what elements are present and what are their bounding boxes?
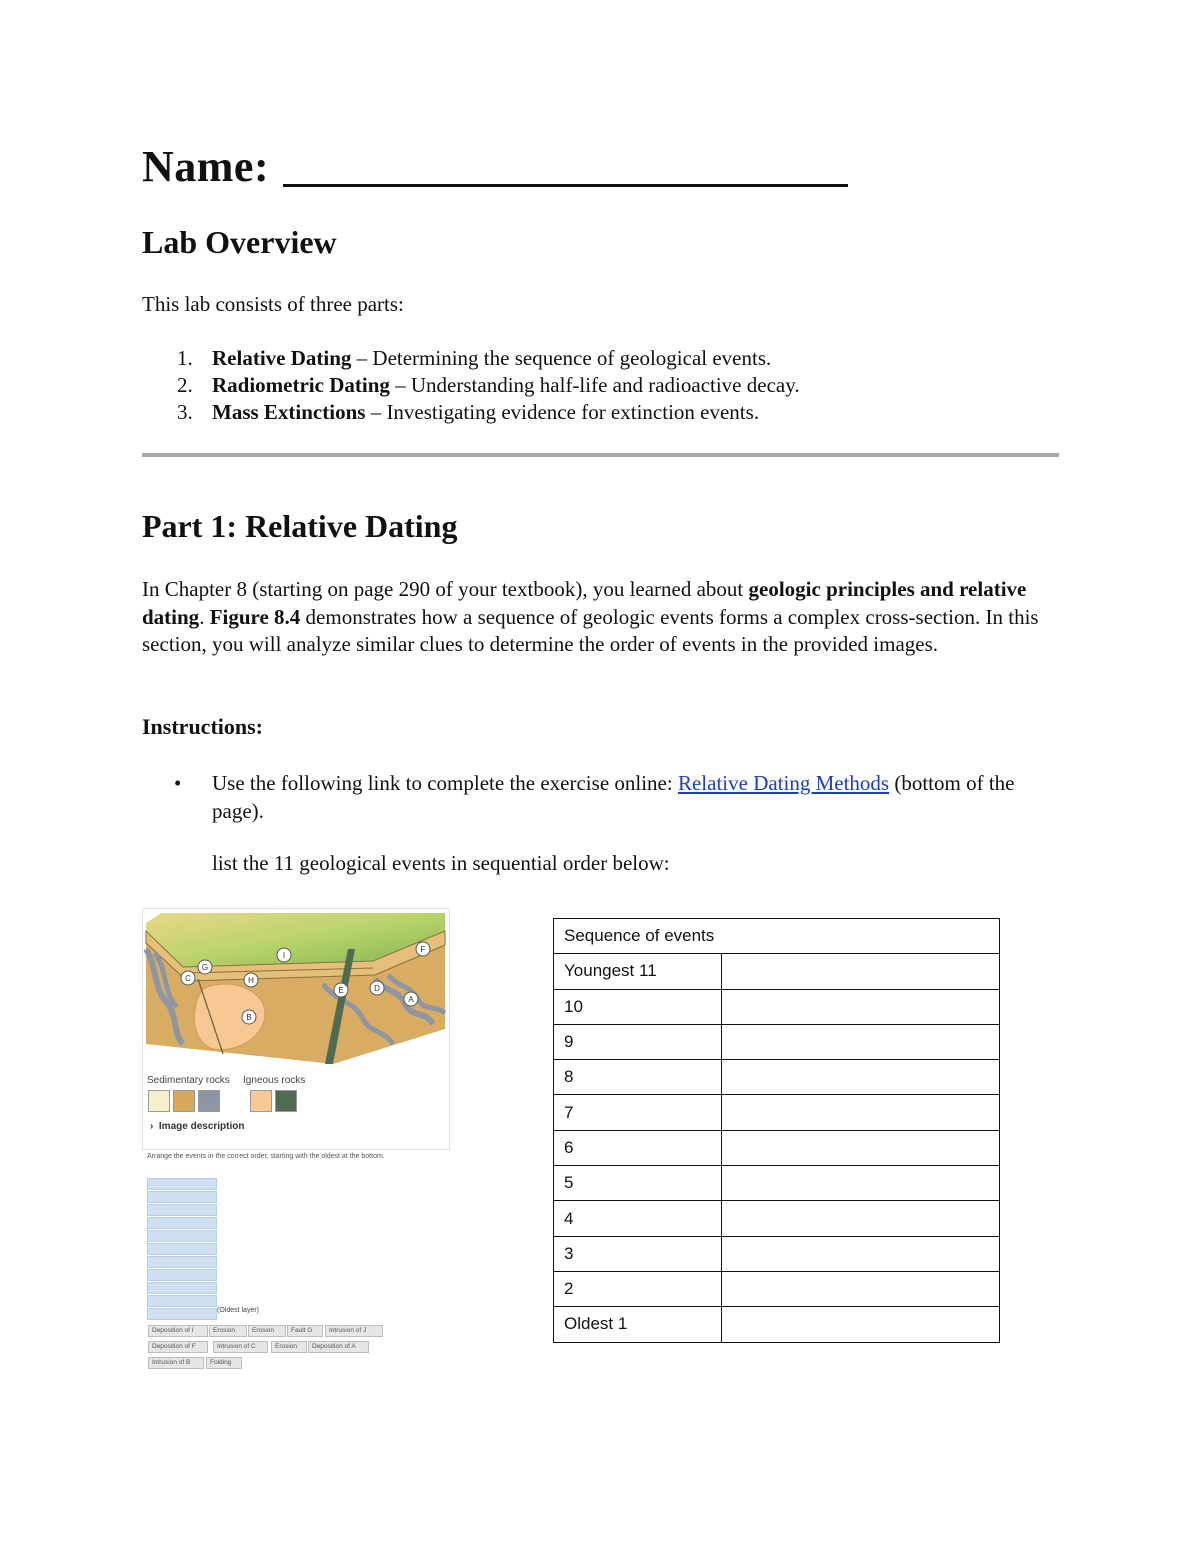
drop-slot[interactable] — [147, 1217, 217, 1229]
table-row — [554, 1060, 1000, 1095]
drop-slot[interactable] — [147, 1204, 217, 1216]
drop-slot[interactable] — [147, 1282, 217, 1294]
row-label: 9 — [554, 1024, 722, 1059]
table-row — [554, 1271, 1000, 1306]
chevron-right-icon: › — [150, 1121, 154, 1132]
oldest-layer-label: (Oldest layer) — [217, 1307, 260, 1314]
drop-slot[interactable] — [147, 1230, 217, 1242]
igneous-legend-title: Igneous rocks — [243, 1075, 306, 1086]
row-label: 3 — [554, 1236, 722, 1271]
drop-slot[interactable] — [147, 1269, 217, 1281]
list-item: 1. Relative Dating – Determining the sequence of geological events. — [177, 346, 772, 370]
event-chip[interactable]: Fault G — [287, 1325, 323, 1337]
image-description-toggle[interactable]: › Image description — [150, 1121, 245, 1132]
answer-cell[interactable] — [722, 1060, 1000, 1095]
overview-intro: This lab consists of three parts: — [142, 292, 404, 316]
name-label: Name: — [142, 142, 270, 191]
event-chip[interactable]: Erosion — [271, 1341, 307, 1353]
list-item: 3. Mass Extinctions – Investigating evidence for extinction events. — [177, 400, 760, 424]
list-prompt: list the 11 geological events in sequential order below: — [212, 851, 670, 875]
row-label: 10 — [554, 989, 722, 1024]
table-row — [554, 1166, 1000, 1201]
label-h: H — [248, 976, 254, 985]
label-b: B — [246, 1013, 252, 1022]
answer-cell[interactable] — [722, 1166, 1000, 1201]
row-label: 5 — [554, 1166, 722, 1201]
answer-cell[interactable] — [722, 1236, 1000, 1271]
event-chip[interactable]: Intrusion of J — [325, 1325, 383, 1337]
row-label: Oldest 1 — [554, 1307, 722, 1342]
answer-cell[interactable] — [722, 1024, 1000, 1059]
legend-swatch-igneous-light — [250, 1090, 272, 1112]
cross-section-diagram — [143, 909, 449, 1079]
table-row — [554, 989, 1000, 1024]
relative-dating-methods-link[interactable]: Relative Dating Methods — [677, 771, 890, 795]
table-row — [554, 1130, 1000, 1165]
exercise-instruction: Arrange the events in the correct order, starting with the oldest at the bottom. — [147, 1153, 385, 1160]
label-f: F — [420, 945, 426, 954]
row-label: Youngest 11 — [554, 954, 722, 989]
answer-cell[interactable] — [722, 1201, 1000, 1236]
event-chip[interactable]: Deposition of A — [308, 1341, 369, 1353]
table-row — [554, 1024, 1000, 1059]
event-chip[interactable]: Deposition of F — [148, 1341, 208, 1353]
label-c: C — [185, 974, 191, 983]
instructions-heading: Instructions: — [142, 714, 264, 739]
instruction-bullet: • Use the following link to complete the exercise online: Relative Dating Methods (bottom of the page). — [174, 771, 1015, 823]
legend-swatch-light — [148, 1090, 170, 1112]
row-label: 4 — [554, 1201, 722, 1236]
event-chip[interactable]: Erosion — [209, 1325, 247, 1337]
label-a: A — [408, 995, 414, 1004]
event-chip[interactable]: Erosion — [248, 1325, 286, 1337]
answer-cell[interactable] — [722, 1307, 1000, 1342]
table-row — [554, 1201, 1000, 1236]
section-divider — [142, 453, 1059, 457]
table-row — [554, 954, 1000, 989]
lab-overview-heading: Lab Overview — [142, 224, 337, 260]
answer-cell[interactable] — [722, 1271, 1000, 1306]
table-row — [554, 1095, 1000, 1130]
ordering-exercise — [142, 1150, 448, 1375]
cross-section-figure — [142, 908, 450, 1150]
answer-cell[interactable] — [722, 1095, 1000, 1130]
table-header-row — [554, 919, 1000, 954]
parts-list — [142, 345, 800, 426]
legend-swatch-tan — [173, 1090, 195, 1112]
sedimentary-legend-title: Sedimentary rocks — [147, 1075, 230, 1086]
label-e: E — [338, 986, 344, 995]
table-header: Sequence of events — [554, 919, 1000, 954]
part1-paragraph: In Chapter 8 (starting on page 290 of your textbook), you learned about geologic principles and relative dating. Figure 8.4 demonstrates how a sequence of geologic events forms a complex cross-section. In this section, you will analyze similar clues to determine the order of events in the provided images. — [142, 577, 1039, 656]
drop-slot[interactable] — [147, 1295, 217, 1307]
drop-slot[interactable] — [147, 1191, 217, 1203]
drop-slot[interactable] — [147, 1308, 217, 1320]
event-chip[interactable]: Intrusion of C — [213, 1341, 268, 1353]
legend-swatch-gray — [198, 1090, 220, 1112]
event-chip[interactable]: Deposition of I — [148, 1325, 208, 1337]
sequence-table — [553, 918, 1000, 1343]
answer-cell[interactable] — [722, 989, 1000, 1024]
label-i: I — [282, 951, 286, 960]
drop-slot[interactable] — [147, 1243, 217, 1255]
drop-slot[interactable] — [147, 1256, 217, 1268]
row-label: 2 — [554, 1271, 722, 1306]
table-row — [554, 1236, 1000, 1271]
part1-heading: Part 1: Relative Dating — [142, 508, 458, 544]
answer-cell[interactable] — [722, 1130, 1000, 1165]
answer-cell[interactable] — [722, 954, 1000, 989]
bullet-icon: • — [174, 771, 182, 795]
drop-slot[interactable] — [147, 1178, 217, 1190]
row-label: 8 — [554, 1060, 722, 1095]
name-blank-line[interactable] — [283, 140, 848, 187]
event-chip[interactable]: Folding — [206, 1357, 242, 1369]
row-label: 6 — [554, 1130, 722, 1165]
row-label: 7 — [554, 1095, 722, 1130]
label-g: G — [201, 963, 209, 972]
event-chip[interactable]: Intrusion of B — [148, 1357, 204, 1369]
label-d: D — [374, 984, 380, 993]
list-item: 2. Radiometric Dating – Understanding half-life and radioactive decay. — [177, 373, 800, 397]
legend-swatch-igneous-dark — [275, 1090, 297, 1112]
name-field — [142, 140, 848, 192]
table-row — [554, 1307, 1000, 1342]
